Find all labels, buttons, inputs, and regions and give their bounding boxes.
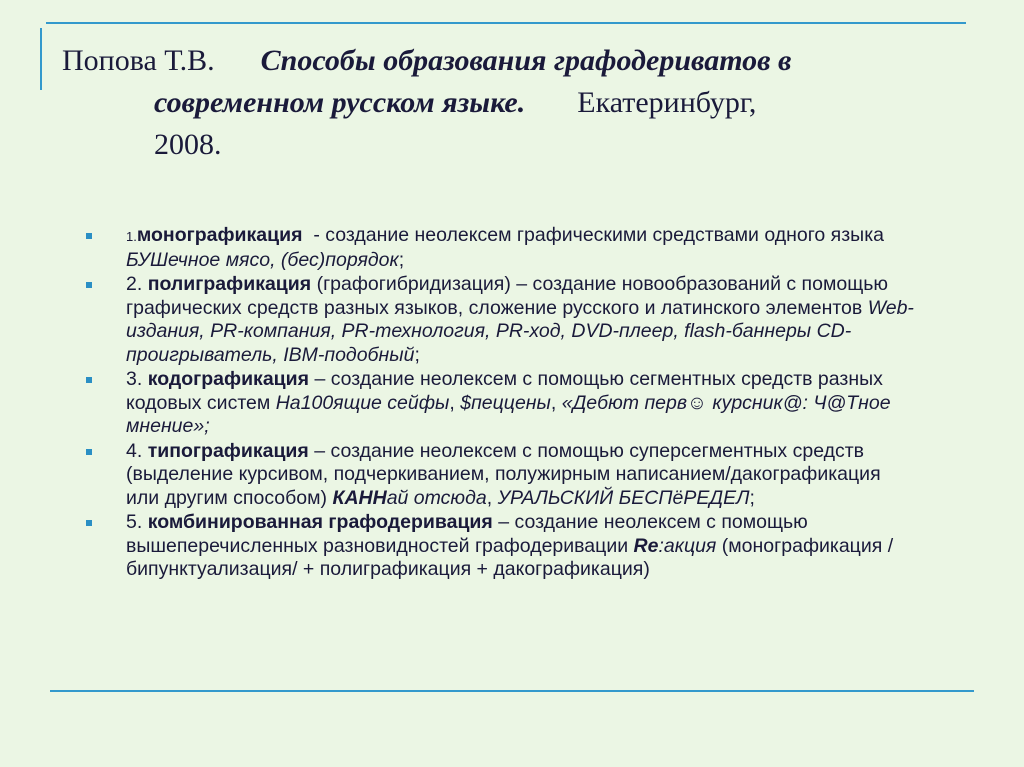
item-term: комбинированная графодеривация xyxy=(147,511,493,533)
bullet-square-icon xyxy=(86,233,92,239)
bullet-square-icon xyxy=(86,282,92,288)
bullet-square-icon xyxy=(86,377,92,383)
item-tail: ; xyxy=(414,343,420,366)
frame-bottom-line xyxy=(50,690,974,692)
title-work-part2: современном русском языке. xyxy=(154,86,526,119)
item-desc: – создание неолексем с помощью вышеперечисленных разновидностей графодеривации xyxy=(126,511,808,557)
item-desc: – создание неолексем с помощью сегментных средств разных кодовых систем xyxy=(126,368,883,414)
item-example-2: $пеццены xyxy=(460,391,551,414)
title-city: Екатеринбург, xyxy=(577,86,757,119)
bullet-list xyxy=(86,224,916,583)
item-example: Web-издания, PR-компания, PR-технология, PR-ход, DVD-плеер, flash-баннеры CD-проигрыватель, IBM-подобный xyxy=(126,296,914,366)
item-desc: – создание неолексем с помощью суперсегментных средств (выделение курсивом, подчеркиванием, полужирным написанием/дакографикация или другим способом) xyxy=(126,439,881,509)
item-example: БУШечное мясо, (бес)порядок xyxy=(126,248,399,271)
list-item xyxy=(86,273,916,367)
item-desc: - создание неолексем графическими средствами одного языка xyxy=(302,224,895,246)
item-separator: , xyxy=(486,486,498,509)
item-term: типографикация xyxy=(147,439,309,462)
item-number: 1. xyxy=(126,229,137,244)
item-term: монографикация xyxy=(136,224,303,246)
item-example: На100ящие сейфы xyxy=(275,391,450,414)
item-number: 2. xyxy=(126,273,148,295)
item-number: 5. xyxy=(126,511,148,533)
item-term: кодографикация xyxy=(147,368,310,390)
title-author: Попова Т.В. xyxy=(62,44,215,77)
list-item xyxy=(86,224,916,272)
item-example-rest: :акция xyxy=(658,534,717,557)
frame-top-line xyxy=(46,22,966,24)
item-example-rest: ай отсюда xyxy=(386,486,487,509)
item-tail: ; xyxy=(398,248,405,271)
item-example-bold: Re xyxy=(633,534,659,557)
item-tail: (монографикация /бипунктуализация/ + полиграфикация + дакографикация) xyxy=(126,534,894,580)
list-item xyxy=(86,511,916,582)
item-tail: ; xyxy=(749,486,755,509)
item-separator: , xyxy=(449,391,461,414)
item-number: 4. xyxy=(126,439,148,462)
bullet-square-icon xyxy=(86,449,92,455)
item-example-3: «Дебют перв☺ курсник@: Ч@Тное мнение»; xyxy=(126,391,891,437)
item-separator-2: , xyxy=(550,391,562,414)
list-item xyxy=(86,440,916,511)
item-number: 3. xyxy=(126,368,148,390)
frame-left-line xyxy=(40,28,42,90)
title-line-3 xyxy=(62,124,982,166)
item-example-bold: КАНН xyxy=(332,486,387,509)
slide-title xyxy=(62,40,982,166)
bullet-square-icon xyxy=(86,520,92,526)
title-line-2 xyxy=(62,82,982,124)
list-item xyxy=(86,368,916,439)
title-work-part1: Способы образования графодериватов в xyxy=(260,44,792,77)
title-line-1 xyxy=(62,40,982,82)
item-term: полиграфикация xyxy=(147,273,312,295)
title-year: 2008. xyxy=(154,128,222,161)
item-desc: (графогибридизация) – создание новообразований с помощью графических средств разных языков, сложение русского и латинского элементов xyxy=(126,273,889,319)
item-example-2: УРАЛЬСКИЙ БЕСПёРЕДЕЛ xyxy=(497,486,750,509)
